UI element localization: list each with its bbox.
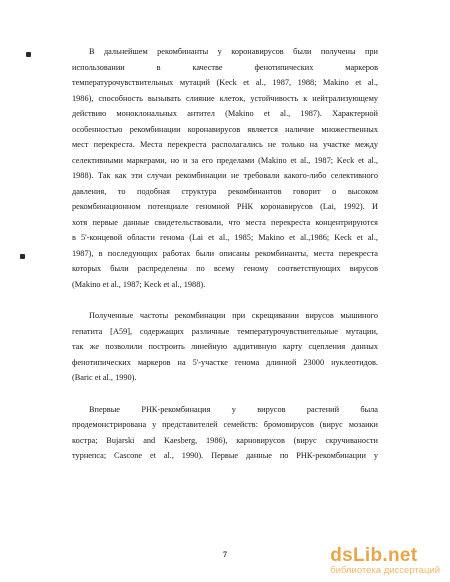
watermark-tagline: библиотека диссертаций [330,565,440,576]
paragraph-gap [72,292,378,308]
document-body [72,44,378,464]
text-line: селективными маркерами, но и за его пределами (Makino et al., 1987; Keck et al., [72,155,378,165]
margin-bullet-top [26,52,31,57]
watermark [330,546,440,576]
margin-bullet-middle [20,254,25,259]
text-line: В дальнейшем рекомбинанты у коронавирусов были получены при [89,47,378,56]
text-line: фенотипических маркеров на 5'-участке генома длинной 23000 нуклеотидов. [72,357,378,367]
paragraph-gap [72,386,378,402]
text-line: так же позволили построить линейную аддитивную карту сцепления данных [72,342,378,351]
paragraph-2 [72,308,378,386]
text-line: гепатита [А59], содержащих различные температурочувствительные мутации, [72,326,378,336]
text-line: продемонстрирована у представителей семейств: бромовирусов (вирус мозаики [72,420,378,429]
text-line: мест перекреста. Места перекреста располагались не только на участке между [72,140,378,149]
text-line: действию моноклональных антител (Makino et al., 1987). Характерной [72,109,378,118]
text-line: в 5'-концевой области генома (Lai et al., 1985; Makino et al.,1986; Keck et al., [72,233,378,242]
text-line: костра; Bujarski and Kaesberg, 1986), карновирусов (вирус скручиваности [72,435,378,445]
text-line: турнепса; Cascone et al., 1990). Первые данные по РНК-рекомбинации у [72,451,378,460]
text-line: рекомбинационном потенциале геномной РНК коронавирусов (Lai, 1992). И [72,202,378,211]
text-line: температурочувствительных мутаций (Keck et al., 1987, 1988; Makino et al., [72,78,378,87]
text-line: 1987), в последующих работах были описаны рекомбинанты, места перекреста [72,248,378,258]
text-line: Полученные частоты рекомбинации при скрещивании вирусов мышиного [89,311,378,320]
text-line: хотя первые данные свидетельствовали, что места перекреста концентрируются [72,217,378,227]
text-line: которых были распределены по всему геному соответствующих вирусов [72,264,378,273]
text-line: 1988). Так как эти случаи рекомбинации не требовали какого-либо селективного [72,171,378,180]
watermark-logo: dsLib.net [330,545,418,566]
text-line: 1986), способность вызывать слияние клеток, устойчивость к нейтрализующему [72,93,378,103]
text-line: особенностью рекомбинации коронавирусов является наличие множественных [72,124,378,134]
page-number: 7 [223,550,227,559]
text-line: давления, то подобная структура рекомбинантов говорит о высоком [72,186,378,196]
text-line: использовании в качестве фенотипических маркеров [72,62,378,72]
paragraph-3 [72,402,378,464]
text-line: Впервые РНК-рекомбинация у вирусов растений была [89,404,378,414]
paragraph-1 [72,44,378,292]
text-line: (Baric et al., 1990). [72,373,137,382]
text-line: (Makino et al., 1987; Keck et al., 1988). [72,279,206,289]
